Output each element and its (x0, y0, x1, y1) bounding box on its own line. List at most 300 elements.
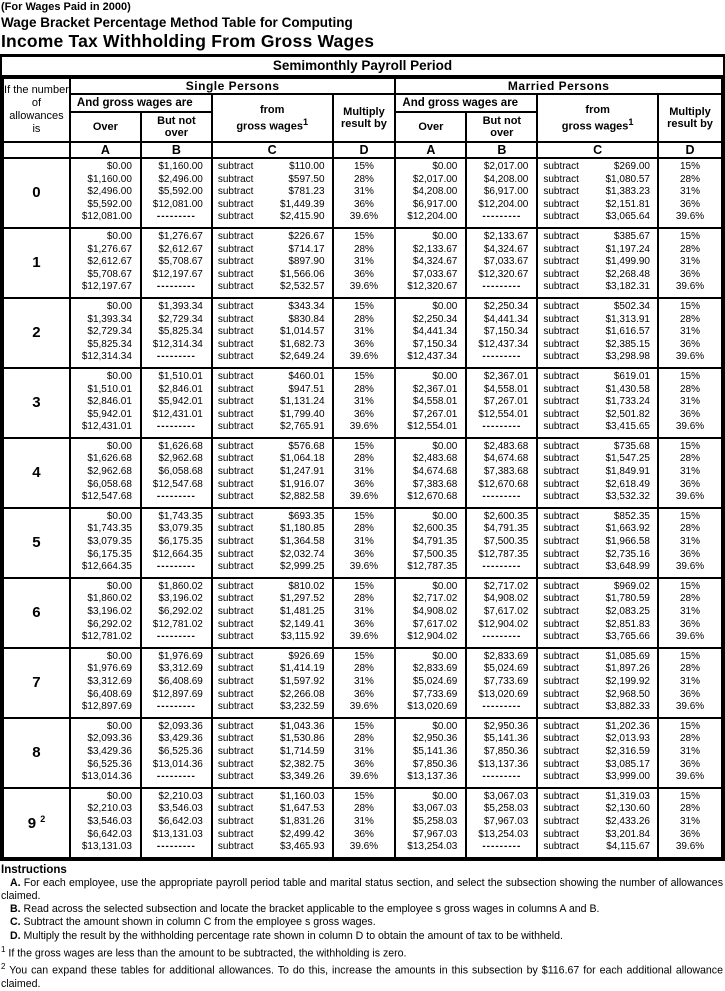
rate-value: 15% (353, 510, 374, 522)
allowance-cell (3, 648, 70, 718)
subtract-amount: $385.67 (613, 230, 650, 242)
subtract-amount: $1,547.25 (605, 453, 650, 465)
subtract-line (538, 759, 657, 772)
instruction-text: Multiply the result by the withholding percentage rate shown in column D to obtain the amount of tax to be withheld. (23, 929, 563, 942)
rate-value: 28% (353, 313, 374, 325)
over-value: $7,267.01 (412, 408, 458, 420)
rate-value: 15% (353, 720, 374, 732)
subtract-line (538, 676, 657, 689)
subtract-amount: $3,201.84 (605, 828, 650, 840)
page-title: Income Tax Withholding From Gross Wages (1, 31, 375, 51)
subtract-line (213, 256, 332, 269)
rate-value: 31% (353, 186, 374, 198)
subtract-word: subtract (543, 256, 579, 268)
subtract-word: subtract (543, 650, 579, 662)
but-not-over-value: $2,600.35 (483, 510, 529, 522)
over-value: $4,324.67 (412, 256, 458, 268)
married-rate-values (658, 718, 722, 788)
over-value: $6,642.03 (87, 828, 132, 840)
over-value: $1,626.68 (87, 453, 132, 465)
subtract-word: subtract (217, 536, 254, 548)
subtract-word: subtract (543, 606, 579, 617)
subtract-word: subtract (543, 618, 579, 630)
over-value: $0.00 (106, 300, 132, 312)
subtract-line (213, 453, 332, 466)
but-not-over-value: $5,708.67 (158, 256, 203, 268)
but-not-over-value: $2,846.01 (158, 383, 203, 395)
married-over-values (395, 368, 466, 438)
over-value: $0.00 (432, 300, 458, 312)
subtract-word: subtract (543, 523, 579, 535)
married-rate-values (658, 438, 722, 508)
subtract-amount: $1,616.57 (605, 326, 650, 338)
over-value: $2,210.03 (87, 803, 132, 815)
subtract-word: subtract (543, 370, 579, 382)
rate-value: 28% (679, 243, 700, 255)
subtract-amount: $1,449.39 (280, 198, 325, 210)
subtract-amount: $714.17 (288, 243, 325, 255)
rate-value: 28% (679, 803, 700, 815)
subtract-line (538, 351, 657, 364)
subtract-amount: $2,316.59 (605, 745, 650, 757)
but-not-over-value: $12,554.01 (478, 408, 529, 420)
subtract-amount: $2,499.42 (280, 828, 325, 840)
subtract-amount: $969.02 (613, 580, 650, 592)
over-value: $1,276.67 (87, 243, 132, 255)
married-but-not-over-values (466, 508, 537, 578)
rate-value: 36% (353, 198, 374, 210)
single-but-not-over-values (141, 718, 212, 788)
subtract-line (538, 491, 657, 504)
over-value: $0.00 (106, 161, 132, 172)
but-not-over-value: $6,408.69 (158, 675, 203, 687)
married-but-not-over-header (466, 112, 537, 142)
over-value: $13,131.03 (81, 841, 132, 853)
subtract-line (213, 581, 332, 594)
over-value: $0.00 (106, 650, 132, 662)
subtract-amount: $1,566.06 (280, 268, 325, 280)
subtract-line (213, 211, 332, 224)
subtract-line (213, 733, 332, 746)
subtract-amount: $2,882.58 (280, 491, 325, 503)
rate-value: 36% (353, 338, 374, 350)
subtract-word: subtract (543, 828, 579, 840)
subtract-amount: $1,043.36 (280, 720, 325, 732)
payroll-period-heading: Semimonthly Payroll Period (2, 57, 723, 77)
subtract-word: subtract (543, 453, 579, 465)
rate-value: 39.6% (349, 421, 379, 433)
rate-value: 28% (353, 453, 374, 465)
over-value: $5,592.00 (87, 198, 132, 210)
subtract-amount: $1,364.58 (280, 536, 325, 548)
subtract-amount: $2,735.16 (605, 548, 650, 560)
subtract-word: subtract (543, 161, 579, 172)
subtract-word: subtract (217, 548, 254, 560)
subtract-word: subtract (217, 338, 254, 350)
married-over-values (395, 158, 466, 228)
rate-value: 36% (679, 618, 700, 630)
rate-value: 15% (679, 440, 700, 452)
footnote-1-ref: 1 (302, 116, 309, 127)
subtract-line (213, 721, 332, 734)
subtract-line (538, 231, 657, 244)
subtract-amount: $1,897.26 (605, 663, 650, 675)
but-not-over-value: $1,160.00 (158, 161, 203, 172)
over-value: $3,429.36 (87, 745, 132, 757)
subtract-line (213, 479, 332, 492)
column-letter-a: A (70, 142, 141, 158)
subtract-word: subtract (543, 383, 579, 395)
subtract-line (538, 689, 657, 702)
rate-value: 39.6% (675, 351, 705, 363)
subtract-amount: $781.23 (288, 186, 325, 198)
rate-value: 36% (679, 478, 700, 490)
single-rate-values (333, 718, 396, 788)
subtract-line (213, 701, 332, 714)
married-but-not-over-values (466, 228, 537, 298)
subtract-line (538, 409, 657, 422)
subtract-line (538, 441, 657, 454)
subtract-amount: $1,714.59 (280, 745, 325, 757)
rate-value: 36% (679, 828, 700, 840)
married-subtract-values (537, 718, 658, 788)
subtract-line (213, 746, 332, 759)
but-not-over-value: $2,717.02 (483, 580, 529, 592)
subtract-amount: $1,319.03 (605, 790, 650, 802)
subtract-word: subtract (543, 815, 579, 827)
subtract-amount: $1,780.59 (605, 593, 650, 605)
rate-value: 31% (679, 186, 700, 198)
over-value: $4,441.34 (412, 326, 458, 338)
subtract-amount: $343.34 (288, 300, 325, 312)
subtract-line (213, 759, 332, 772)
but-not-over-value: $12,547.68 (152, 478, 203, 490)
subtract-amount: $1,131.24 (280, 396, 325, 408)
rate-value: 39.6% (675, 281, 705, 293)
subtract-word: subtract (543, 268, 579, 280)
subtract-line (213, 174, 332, 187)
subtract-line (538, 561, 657, 574)
subtract-line (213, 841, 332, 854)
rate-value: 39.6% (675, 211, 705, 223)
subtract-word: subtract (217, 300, 254, 312)
allowance-row-9 (3, 788, 722, 858)
over-value: $13,254.03 (407, 841, 458, 853)
allowance-cell (3, 508, 70, 578)
but-not-over-value: $4,791.35 (483, 523, 529, 535)
no-upper-limit-dashes: --------- (482, 491, 522, 503)
subtract-line (213, 593, 332, 606)
over-value: $12,204.00 (407, 211, 458, 223)
instructions-section (0, 861, 725, 991)
subtract-line (213, 791, 332, 804)
over-value: $5,825.34 (87, 338, 132, 350)
rate-value: 15% (679, 790, 700, 802)
subtract-word: subtract (217, 631, 254, 643)
married-but-not-over-values (466, 648, 537, 718)
allowance-row-0 (3, 158, 722, 228)
subtract-amount: $1,080.57 (605, 173, 650, 185)
rate-value: 15% (353, 580, 374, 592)
over-value: $2,483.68 (412, 453, 458, 465)
married-subtract-values (537, 438, 658, 508)
subtract-amount: $3,765.66 (605, 631, 650, 643)
single-but-not-over-values (141, 788, 212, 858)
document-titles (0, 0, 725, 54)
single-but-not-over-values (141, 158, 212, 228)
subtract-amount: $2,149.41 (280, 618, 325, 630)
instruction-c (1, 916, 723, 929)
subtract-word: subtract (217, 326, 254, 338)
subtract-line (213, 561, 332, 574)
but-not-over-value: $4,908.02 (483, 593, 529, 605)
subtract-amount: $3,882.33 (605, 701, 650, 713)
but-not-over-value: $2,496.00 (158, 173, 203, 185)
column-letters-row (3, 142, 722, 158)
subtract-line (538, 199, 657, 212)
rate-value: 36% (353, 758, 374, 770)
but-not-over-value: $4,324.67 (483, 243, 529, 255)
over-value: $2,962.68 (87, 466, 132, 478)
over-value: $4,558.01 (412, 396, 458, 408)
subtract-amount: $830.84 (288, 313, 325, 325)
single-subtract-values (212, 368, 333, 438)
subtract-word: subtract (543, 440, 579, 452)
subtract-word: subtract (543, 758, 579, 770)
subtract-line (538, 803, 657, 816)
rate-value: 15% (353, 790, 374, 802)
subtract-line (213, 161, 332, 174)
rate-value: 15% (353, 650, 374, 662)
subtract-amount: $226.67 (288, 230, 325, 242)
subtract-amount: $2,415.90 (280, 211, 325, 223)
subtract-amount: $3,999.00 (605, 771, 650, 783)
subtract-amount: $2,268.48 (605, 268, 650, 280)
column-letter-d: D (658, 142, 722, 158)
subtract-line (538, 663, 657, 676)
but-not-over-value: $12,904.02 (478, 618, 529, 630)
over-value: $7,383.68 (412, 478, 458, 490)
but-not-over-value: $1,510.01 (158, 370, 203, 382)
from-label-line1: from (585, 103, 610, 116)
over-value: $1,976.69 (87, 663, 132, 675)
subtract-amount: $2,013.93 (605, 733, 650, 745)
but-not-over-value: $1,626.68 (158, 440, 203, 452)
subtract-line (538, 339, 657, 352)
subtract-word: subtract (543, 580, 579, 592)
over-value: $12,197.67 (81, 281, 132, 293)
but-not-over-value: $12,197.67 (152, 268, 203, 280)
no-upper-limit-dashes: --------- (482, 211, 522, 223)
over-value: $7,850.36 (412, 758, 458, 770)
subtract-word: subtract (217, 491, 254, 503)
single-over-values (70, 228, 141, 298)
over-value: $7,500.35 (412, 548, 458, 560)
subtract-line (538, 733, 657, 746)
subtract-line (538, 244, 657, 257)
subtract-word: subtract (543, 186, 579, 198)
allowance-cell (3, 578, 70, 648)
allowance-row-1 (3, 228, 722, 298)
rate-value: 15% (679, 510, 700, 522)
subtract-amount: $3,115.92 (280, 631, 325, 643)
over-value: $5,708.67 (87, 268, 132, 280)
over-value: $5,258.03 (412, 815, 458, 827)
but-not-over-value: $12,437.34 (478, 338, 529, 350)
rate-value: 28% (353, 733, 374, 745)
subtract-word: subtract (543, 491, 579, 503)
allowance-row-3 (3, 368, 722, 438)
subtract-word: subtract (543, 466, 579, 478)
single-subtract-values (212, 578, 333, 648)
but-not-over-value: $5,592.00 (158, 186, 203, 198)
instructions-heading: Instructions (1, 863, 67, 876)
subtract-word: subtract (543, 663, 579, 675)
but-not-over-value: $1,860.02 (158, 580, 203, 592)
single-rate-values (333, 368, 396, 438)
no-upper-limit-dashes: --------- (156, 561, 196, 573)
subtract-word: subtract (217, 370, 254, 382)
subtract-word: subtract (543, 211, 579, 223)
but-not-over-value: $5,942.01 (158, 396, 203, 408)
but-not-over-value: $12,787.35 (478, 548, 529, 560)
from-label-text: gross wages (236, 120, 303, 133)
married-subtract-values (537, 368, 658, 438)
subtract-line (213, 816, 332, 829)
subtract-line (538, 421, 657, 434)
married-over-values (395, 578, 466, 648)
no-upper-limit-dashes: --------- (156, 841, 196, 853)
married-but-not-over-values (466, 158, 537, 228)
subtract-line (213, 651, 332, 664)
subtract-amount: $1,297.52 (280, 593, 325, 605)
subtract-amount: $2,433.26 (605, 815, 650, 827)
over-value: $6,292.02 (87, 618, 132, 630)
over-value: $7,967.03 (412, 828, 458, 840)
over-value: $2,950.36 (412, 733, 458, 745)
single-over-values (70, 648, 141, 718)
subtract-amount: $4,115.67 (606, 841, 650, 853)
subtract-word: subtract (217, 758, 254, 770)
no-upper-limit-dashes: --------- (482, 351, 522, 363)
single-but-not-over-values (141, 298, 212, 368)
married-over-values (395, 788, 466, 858)
subtract-word: subtract (543, 733, 579, 745)
subtract-line (213, 281, 332, 294)
over-value: $12,781.02 (81, 631, 132, 643)
subtract-line (213, 384, 332, 397)
subtract-line (538, 211, 657, 224)
over-value: $12,554.01 (407, 421, 458, 433)
but-not-over-value: $3,196.02 (158, 593, 203, 605)
married-rate-values (658, 578, 722, 648)
but-not-over-value: $12,664.35 (152, 548, 203, 560)
subtract-line (538, 721, 657, 734)
subtract-line (538, 606, 657, 619)
no-upper-limit-dashes: --------- (156, 491, 196, 503)
single-from-gross-wages-header (212, 94, 333, 142)
subtract-word: subtract (543, 300, 579, 312)
subtract-line (538, 791, 657, 804)
over-value: $0.00 (106, 510, 132, 522)
single-but-not-over-values (141, 578, 212, 648)
instruction-label: C. (10, 916, 21, 929)
over-value: $12,437.34 (407, 351, 458, 363)
subtract-word: subtract (217, 841, 254, 853)
rate-value: 28% (679, 593, 700, 605)
single-rate-values (333, 578, 396, 648)
allowance-row-7 (3, 648, 722, 718)
rate-value: 39.6% (675, 421, 705, 433)
subtract-word: subtract (217, 440, 254, 452)
over-value: $0.00 (106, 440, 132, 452)
subtract-amount: $1,663.92 (605, 523, 650, 535)
withholding-table (2, 77, 723, 859)
subtract-word: subtract (217, 351, 254, 363)
over-value: $0.00 (432, 720, 458, 732)
subtract-amount: $1,383.23 (605, 186, 650, 198)
but-not-over-value: $2,250.34 (483, 300, 529, 312)
subtract-line (538, 746, 657, 759)
subtract-line (538, 829, 657, 842)
rate-value: 31% (353, 815, 374, 827)
subtract-word: subtract (543, 510, 579, 522)
rate-value: 36% (353, 408, 374, 420)
subtract-amount: $2,032.74 (280, 548, 325, 560)
married-over-values (395, 648, 466, 718)
subtract-line (538, 581, 657, 594)
allowance-cell (3, 158, 70, 228)
single-over-values (70, 578, 141, 648)
over-value: $12,897.69 (81, 701, 132, 713)
column-letter-b: B (141, 142, 212, 158)
but-not-over-value: $3,312.69 (158, 663, 203, 675)
subtract-amount: $1,499.90 (605, 256, 650, 268)
subtract-word: subtract (543, 351, 579, 363)
rate-value: 31% (353, 256, 374, 268)
but-not-over-value: $1,276.67 (158, 230, 203, 242)
married-but-not-over-values (466, 788, 537, 858)
over-value: $0.00 (432, 161, 458, 172)
no-upper-limit-dashes: --------- (156, 421, 196, 433)
rate-value: 28% (353, 243, 374, 255)
but-not-over-text: But not over (157, 115, 196, 139)
over-value: $0.00 (106, 230, 132, 242)
no-upper-limit-dashes: --------- (482, 421, 522, 433)
subtract-line (538, 631, 657, 644)
subtract-word: subtract (543, 745, 579, 757)
rate-value: 36% (679, 198, 700, 210)
single-rate-values (333, 508, 396, 578)
subtract-word: subtract (217, 593, 254, 605)
married-subtract-values (537, 508, 658, 578)
over-value: $2,250.34 (412, 313, 458, 325)
subtract-amount: $3,182.31 (605, 281, 650, 293)
instruction-text: Subtract the amount shown in column C from the employee s gross wages. (23, 916, 376, 929)
subtract-amount: $576.68 (288, 440, 325, 452)
group-header-row (3, 94, 722, 112)
subtract-word: subtract (543, 631, 579, 643)
but-not-over-value: $7,500.35 (483, 536, 529, 548)
rate-value: 36% (353, 548, 374, 560)
but-not-over-value: $2,210.03 (158, 790, 203, 802)
subtract-word: subtract (543, 173, 579, 185)
married-subtract-values (537, 648, 658, 718)
single-over-values (70, 298, 141, 368)
allowance-number: 8 (32, 744, 41, 762)
over-value: $4,791.35 (412, 536, 458, 548)
letters-row-spacer (3, 142, 70, 158)
